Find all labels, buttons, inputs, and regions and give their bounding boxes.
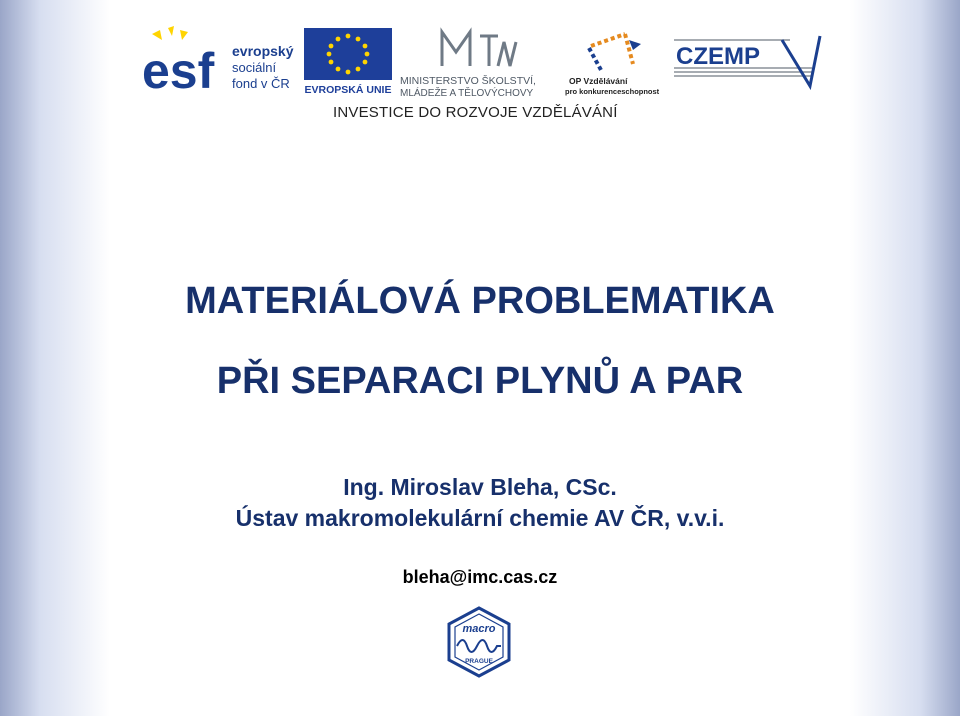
op-arrows-icon <box>589 34 641 70</box>
title-line-2: PŘI SEPARACI PLYNŮ A PAR <box>216 360 744 402</box>
svg-text:MLÁDEŽE A TĚLOVÝCHOVY: MLÁDEŽE A TĚLOVÝCHOVY <box>400 88 534 98</box>
svg-text:CZEMP: CZEMP <box>676 43 760 70</box>
svg-text:macro: macro <box>462 623 496 635</box>
eu-flag-logo <box>302 26 394 98</box>
svg-text:OP Vzdělávání: OP Vzdělávání <box>569 76 628 86</box>
author-name: Ing. Miroslav Bleha, CSc. <box>343 474 617 500</box>
svg-text:fond v ČR: fond v ČR <box>232 76 290 91</box>
svg-text:evropský: evropský <box>232 43 294 59</box>
czemp-logo <box>672 26 822 98</box>
macro-prague-logo <box>445 606 513 678</box>
investice-slogan: INVESTICE DO ROZVOJE VZDĚLÁVÁNÍ <box>333 104 618 121</box>
svg-text:EVROPSKÁ UNIE: EVROPSKÁ UNIE <box>304 84 392 96</box>
esf-mark: esf <box>142 43 215 98</box>
op-vzdelavani-logo <box>565 26 665 98</box>
svg-text:pro konkurenceschopnost: pro konkurenceschopnost <box>565 87 660 96</box>
author-email: bleha@imc.cas.cz <box>402 567 558 587</box>
institute-name: Ústav makromolekulární chemie AV ČR, v.v.i. <box>235 505 725 531</box>
esf-logo <box>140 26 300 98</box>
title-line-1: MATERIÁLOVÁ PROBLEMATIKA <box>185 280 775 322</box>
msmt-logo <box>398 26 558 98</box>
svg-text:PRAGUE: PRAGUE <box>465 658 493 665</box>
svg-text:MINISTERSTVO ŠKOLSTVÍ,: MINISTERSTVO ŠKOLSTVÍ, <box>400 75 536 87</box>
svg-text:sociální: sociální <box>232 60 277 75</box>
